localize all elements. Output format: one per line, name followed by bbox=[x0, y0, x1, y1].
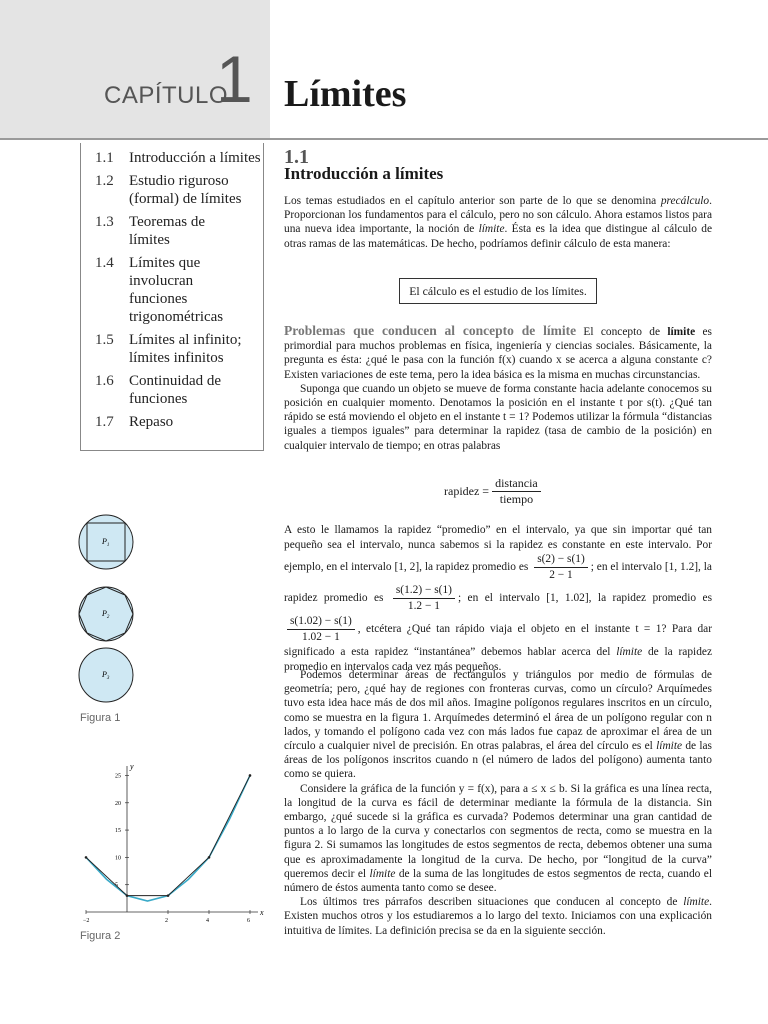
toc-item[interactable]: 1.3 Teoremas de límites bbox=[95, 214, 205, 248]
x-tick-label: 2 bbox=[165, 918, 168, 922]
y-tick-label: 5 bbox=[115, 882, 118, 889]
definition-box: El cálculo es el estudio de los límites. bbox=[399, 278, 597, 304]
intro-paragraph: Los temas estudiados en el capítulo anterior son parte de lo que se denomina precálculo. Proporcionan los fundamentos para el cálculo, pero no son cálculo. Ahora estamos listos para una nueva idea importante, la noción de límite. Ésta es la idea que distingue al cálculo de otras ramas de las matemáticas. De hecho, podríamos definir cálculo de esta manera: bbox=[284, 195, 712, 250]
circle-octagon-figure bbox=[79, 587, 133, 641]
circle-many-sided-figure bbox=[79, 648, 133, 702]
table-of-contents bbox=[80, 143, 264, 451]
figure-1-caption: Figura 1 bbox=[80, 712, 121, 724]
x-tick-label: −2 bbox=[83, 918, 90, 922]
chapter-title: Límites bbox=[284, 73, 407, 115]
label-p1: $P_1$ bbox=[102, 537, 110, 548]
polygonal-line bbox=[86, 775, 250, 895]
body-paragraphs-4-6: Podemos determinar áreas de rectángulos y triángulos por medio de fórmulas de geometría; pero, ¿qué hay de regiones con fronteras curvas, como un círculo? Arquímedes tuvo esta idea hace más de dos mil años. Imagine polígonos regulares inscritos en un círculo, como se muestra en la figura 1. Arquímedes determinó el área de un polígono regular con n lados, y tomando el polígono cada vez con más lados fue capaz de aproximar el área de un círculo a cualquier nivel de precisión. En otras palabras, el área del círculo es el límite de las áreas de los polígonos inscritos cuando n (el número de lados del polígono) aumenta tanto como se quiera. Considere la gráfica de la función y = f(x), para a ≤ x ≤ b. Si la gráfica es una línea recta, la longitud de la curva es fácil de determinar mediante la fórmula de la distancia. Sin embargo, ¿qué sucede si la gráfica es curvada? Podemos determinar una gran cantidad de puntos a lo largo de la curva y conectarlos con segmentos de recta, como se muestra en la figura 2. Si sumamos las longitudes de estos segmentos de recta, debemos obtener una suma que es aproximadamente la longitud de la curva. De hecho, por “longitud de la curva” queremos decir el límite de la suma de las longitudes de estos segmentos de recta, cuando el número de éstos aumenta tanto como se desee. Los últimos tres párrafos describen situaciones que conducen al concepto de límite. Existen muchos otros y los estudiaremos a lo largo del texto. Iniciamos con una explicación intuitiva de límites. La definición precisa se da en la siguiente sección. bbox=[284, 669, 713, 937]
section-title: Introducción a límites bbox=[284, 164, 444, 183]
toc-item[interactable]: 1.6 Continuidad de funciones bbox=[95, 373, 222, 407]
chapter-number: 1 bbox=[216, 42, 253, 116]
toc-item[interactable]: 1.1 Introducción a límites bbox=[95, 150, 261, 166]
toc-item[interactable]: 1.4 Límites que involucran funciones trigonométricas bbox=[95, 255, 224, 325]
figure-2-caption: Figura 2 bbox=[80, 930, 121, 942]
x-tick-label: 6 bbox=[247, 918, 250, 922]
vertex-point bbox=[167, 894, 170, 897]
y-axis-label: y bbox=[130, 762, 134, 771]
vertex-point bbox=[249, 774, 252, 777]
header-rule bbox=[0, 138, 768, 140]
circle-square-figure bbox=[79, 515, 133, 569]
body-paragraphs-1: Problemas que conducen al concepto de límite El concepto de límite es primordial para muchos problemas en física, ingeniería y ciencias sociales. Básicamente, la pregunta es ésta: ¿qué le pasa con la función f(x) cuando x se acerca a alguna constante c? Existen variaciones de este tema, pero la idea básica es la misma en muchas circunstancias. Suponga que cuando un objeto se mueve de forma constante hacia adelante conocemos su posición en cualquier momento. Denotamos la posición en el instante t por s(t). ¿Qué tan rápido se está moviendo el objeto en el instante t = 1? Podemos utilizar la fórmula “distancias iguales a tiempos iguales” para determinar la rapidez (tasa de cambio de la posición) en cualquier intervalo de tiempo; en otras palabras bbox=[284, 323, 712, 452]
paragraph-2: Suponga que cuando un objeto se mueve de forma constante hacia adelante conocemos su posición en cualquier momento. Denotamos la posición en el instante t por s(t). ¿Qué tan rápido se está moviendo el objeto en el instante t = 1? Podemos utilizar la fórmula “distancias iguales a tiempos iguales” para determinar la rapidez (tasa de cambio de la posición) en cualquier intervalo de tiempo; en otras palabras bbox=[284, 382, 712, 452]
label-p2: $P_2$ bbox=[102, 609, 110, 620]
y-tick-label: 20 bbox=[115, 800, 121, 807]
figure-1-polygons bbox=[76, 512, 136, 712]
subheading: Problemas que conducen al concepto de límite bbox=[284, 323, 577, 338]
body-paragraph-3: A esto le llamamos la rapidez “promedio” en el intervalo, ya que sin importar qué tan pequeño sea el intervalo, nunca sabemos si la rapidez es constante en este intervalo. Por ejemplo, en el intervalo [1, 2], la rapidez promedio es $\frac{s(2) - s(1)}{2 - 1}$ ; en el intervalo [1, 1.2], la rapidez promedio es $\frac{s(1.2) - s(1)}{1.2 - 1}$ ; en el intervalo [1, 1.02], la rapidez promedio es $\frac{s(1.02) - s(1)}{1.02 - 1}$ , etcétera ¿Qué tan rápido viaja el objeto en el instante t = 1? Para dar significado a esta rapidez “instantánea” debemos hablar acerca del límite de la rapidez promedio en intervalos cada vez más pequeños. bbox=[284, 524, 713, 673]
toc-item[interactable]: 1.5 Límites al infinito; límites infinitos bbox=[95, 332, 242, 366]
vertex-point bbox=[126, 894, 129, 897]
toc-item[interactable]: 1.7 Repaso bbox=[95, 414, 174, 430]
x-axis-label: x bbox=[260, 908, 264, 917]
x-tick-label: 4 bbox=[206, 918, 209, 922]
toc-item[interactable]: 1.2 Estudio riguroso (formal) de límites bbox=[95, 173, 242, 207]
figure-2-chart bbox=[78, 762, 268, 922]
y-tick-label: 10 bbox=[115, 855, 121, 862]
section-number: 1.1 bbox=[284, 146, 309, 168]
speed-formula: rapidez = $\frac{\text{distancia}}{\text{tiempo}}$ bbox=[444, 476, 544, 507]
vertex-point bbox=[85, 856, 88, 859]
chapter-word: CAPÍTULO bbox=[104, 82, 229, 109]
y-tick-label: 25 bbox=[115, 773, 121, 780]
vertex-point bbox=[208, 856, 211, 859]
y-tick-label: 15 bbox=[115, 828, 121, 835]
curve-line bbox=[86, 775, 250, 901]
label-p3: $P_3$ bbox=[102, 670, 110, 681]
